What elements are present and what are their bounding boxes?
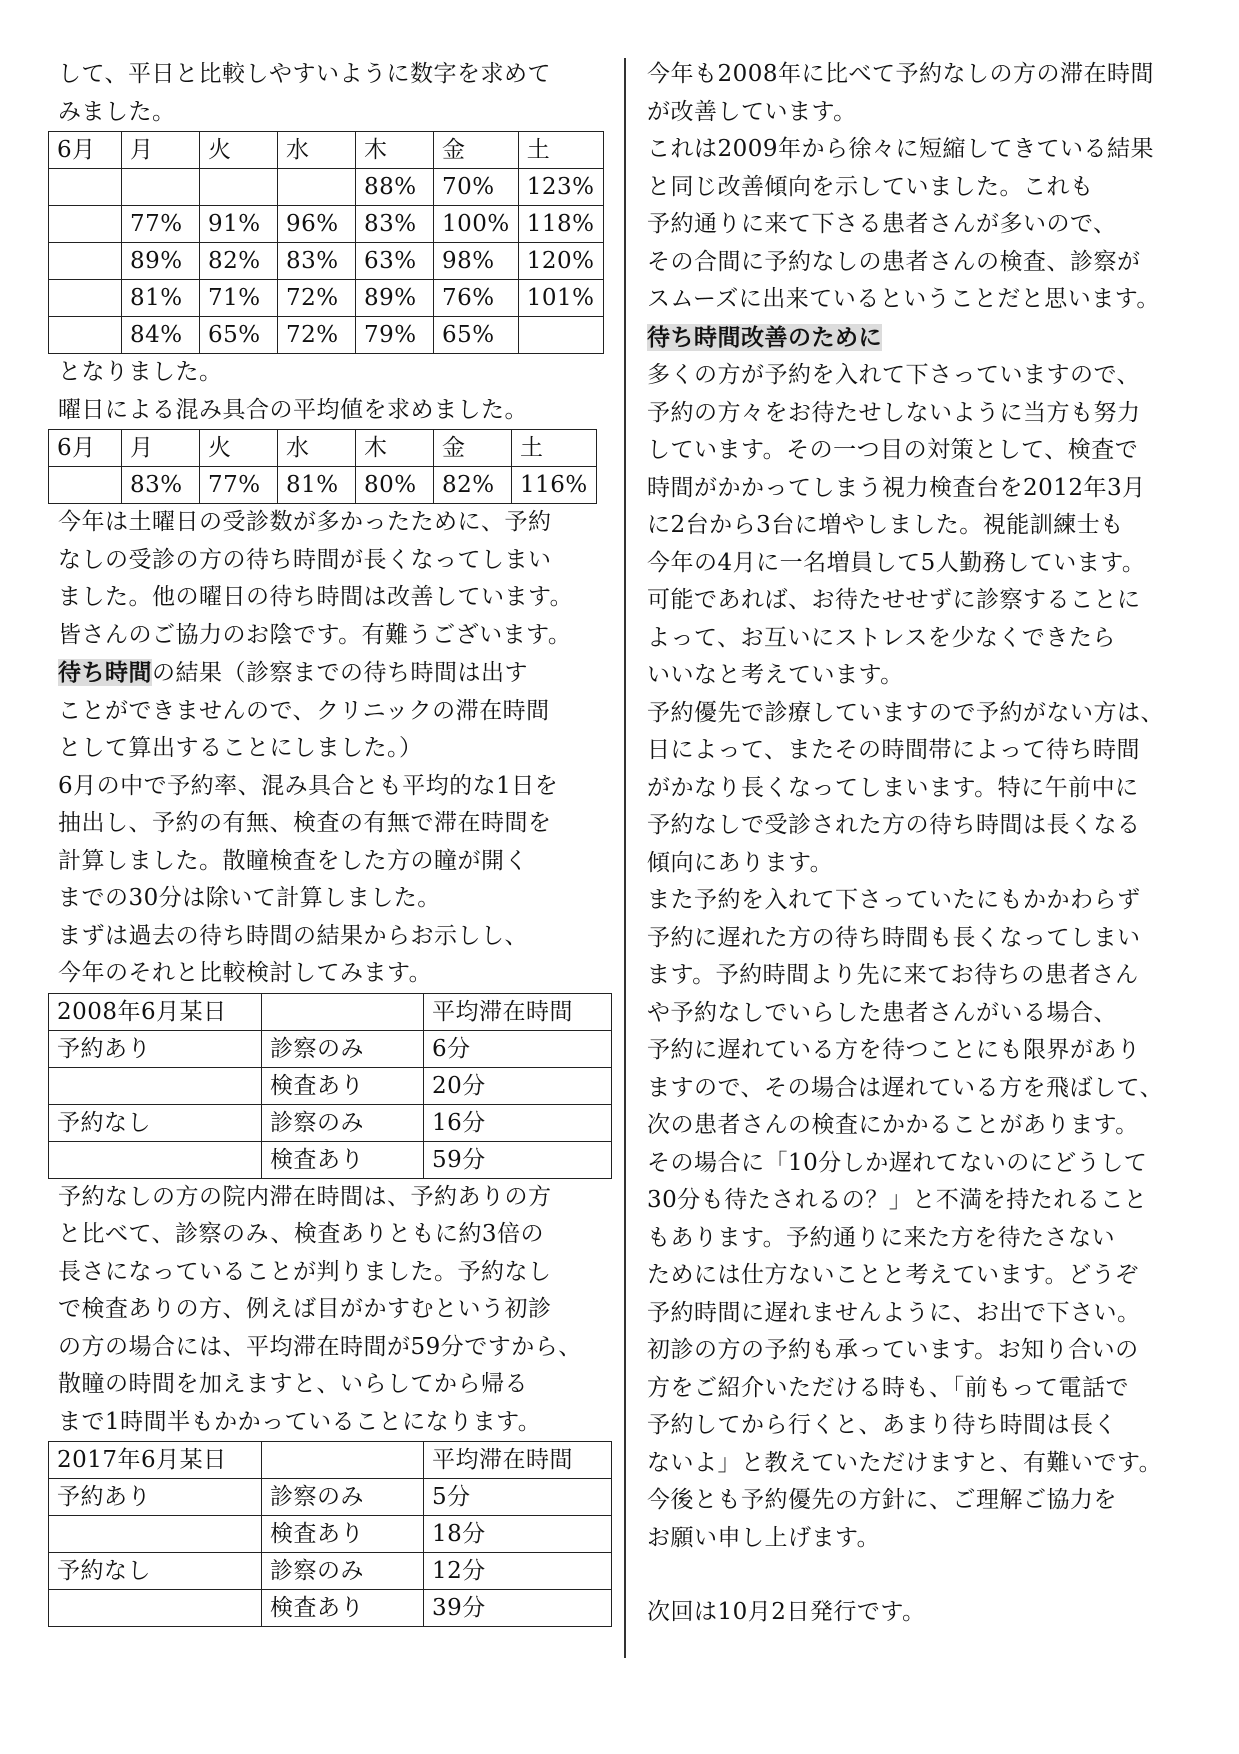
- comparison-paragraph: 予約なしの方の院内滞在時間は、予約ありの方 と比べて、診察のみ、検査ありともに約3倍の 長さになっていることが判りました。予約なし で検査ありの方、例えば目がかすむという初診 の方の場合には、平均滞在時間が59分ですから、 散瞳の時間を加えますと、いらしてから帰る まで1時間半もかかっていることになります。: [58, 1183, 582, 1435]
- method-paragraph: ことができませんので、クリニックの滞在時間 として算出することにしました。） 6月の中で予約率、混み具合とも平均的な1日を 抽出し、予約の有無、検査の有無で滞在時間を 計算しました。散瞳検査をした方の瞳が開く までの30分は除いて計算しました。 まずは過去の待ち時間の結果からお示しし、 今年のそれと比較検討してみます。: [58, 697, 559, 986]
- table-row: 77% 91% 96% 83% 100% 118%: [49, 206, 604, 243]
- after-table-text: となりました。 曜日による混み具合の平均値を求めました。: [58, 359, 528, 423]
- improvement-paragraph: 今年も2008年に比べて予約なしの方の滞在時間 が改善しています。 これは2009年から徐々に短縮してきている結果 と同じ改善傾向を示していました。これも 予約通りに来て下さる患者さんが多いので、 その合間に予約なしの患者さんの検査、診察が スムーズに出来ているということだと思います。: [647, 61, 1160, 312]
- june-daily-rate-table: [48, 131, 604, 354]
- table-row: 検査あり 18分: [49, 1516, 612, 1553]
- stay-time-table-2017: [48, 1441, 612, 1627]
- right-column: [647, 56, 1192, 1632]
- weekday-average-table: [48, 429, 597, 504]
- table-row: 予約あり 診察のみ 5分: [49, 1479, 612, 1516]
- improvement-heading: 待ち時間改善のために: [647, 323, 882, 351]
- table-header-row: 2008年6月某日 平均滞在時間: [49, 993, 612, 1030]
- saturday-paragraph: 今年は土曜日の受診数が多かったために、予約 なしの受診の方の待ち時間が長くなってしまい ました。他の曜日の待ち時間は改善しています。 皆さんのご協力のお陰です。有難うございます。: [58, 509, 574, 648]
- table-header-row: 6月 月 火 水 木 金 土: [49, 430, 597, 467]
- left-column: [58, 56, 612, 1627]
- table-row: 89% 82% 83% 63% 98% 120%: [49, 243, 604, 280]
- column-divider: [624, 58, 626, 1658]
- measures-paragraph: 多くの方が予約を入れて下さっていますので、 予約の方々をお待たせしないように当方も努力 しています。その一つ目の対策として、検査で 時間がかかってしまう視力検査台を2012年3月 に2台から3台に増やしました。視能訓練士も 今年の4月に一名増員して5人勤務しています。 可能であれば、お待たせせずに診察することに よって、お互いにストレスを少なくできたら いいなと考えています。 予約優先で診療していますので予約がない方は、 日によって、またその時間帯によって待ち時間 がかなり長くなってしまいます。特に午前中に 予約なしで受診された方の待ち時間は長くなる 傾向にあります。 また予約を入れて下さっていたにもかかわらず 予約に遅れた方の待ち時間も長くなってしまい ます。予約時間より先に来てお待ちの患者さん や予約なしでいらした患者さんがいる場合、 予約に遅れている方を待つことにも限界があり ますので、その場合は遅れている方を飛ばして、 次の患者さんの検査にかかることがあります。 その場合に「10分しか遅れてないのにどうして 30分も待たされるの？」と不満を持たれること もあります。予約通りに来た方を待たさない ためには仕方ないことと考えています。どうぞ 予約時間に遅れませんように、お出で下さい。 初診の方の予約も承っています。お知り合いの 方をご紹介いただける時も、「前もって電話で 予約してから行くと、あまり待ち時間は長く ないよ」と教えていただけますと、有難いです。 今後とも予約優先の方針に、ご理解ご協力を お願い申し上げます。: [647, 362, 1164, 1551]
- table-row: 予約なし 診察のみ 12分: [49, 1553, 612, 1590]
- results-heading: 待ち時間の結果（診察までの待ち時間は出す: [58, 659, 528, 686]
- table-row: 検査あり 20分: [49, 1067, 612, 1104]
- table-row: 88% 70% 123%: [49, 169, 604, 206]
- intro-text: して、平日と比較しやすいように数字を求めて みました。: [58, 61, 552, 125]
- table-row: 84% 65% 72% 79% 65%: [49, 317, 604, 354]
- next-issue-note: 次回は10月2日発行です。: [647, 1599, 926, 1625]
- table-row: 予約なし 診察のみ 16分: [49, 1104, 612, 1141]
- table-header-row: 6月 月 火 水 木 金 土: [49, 132, 604, 169]
- table-row: 81% 71% 72% 89% 76% 101%: [49, 280, 604, 317]
- table-row: 予約あり 診察のみ 6分: [49, 1030, 612, 1067]
- table-row: 検査あり 39分: [49, 1590, 612, 1627]
- table-row: 検査あり 59分: [49, 1141, 612, 1178]
- table-row: 83% 77% 81% 80% 82% 116%: [49, 467, 597, 504]
- table-header-row: 2017年6月某日 平均滞在時間: [49, 1442, 612, 1479]
- stay-time-table-2008: [48, 993, 612, 1179]
- highlighted-heading: 待ち時間: [58, 659, 152, 686]
- spacer: [647, 1557, 1192, 1594]
